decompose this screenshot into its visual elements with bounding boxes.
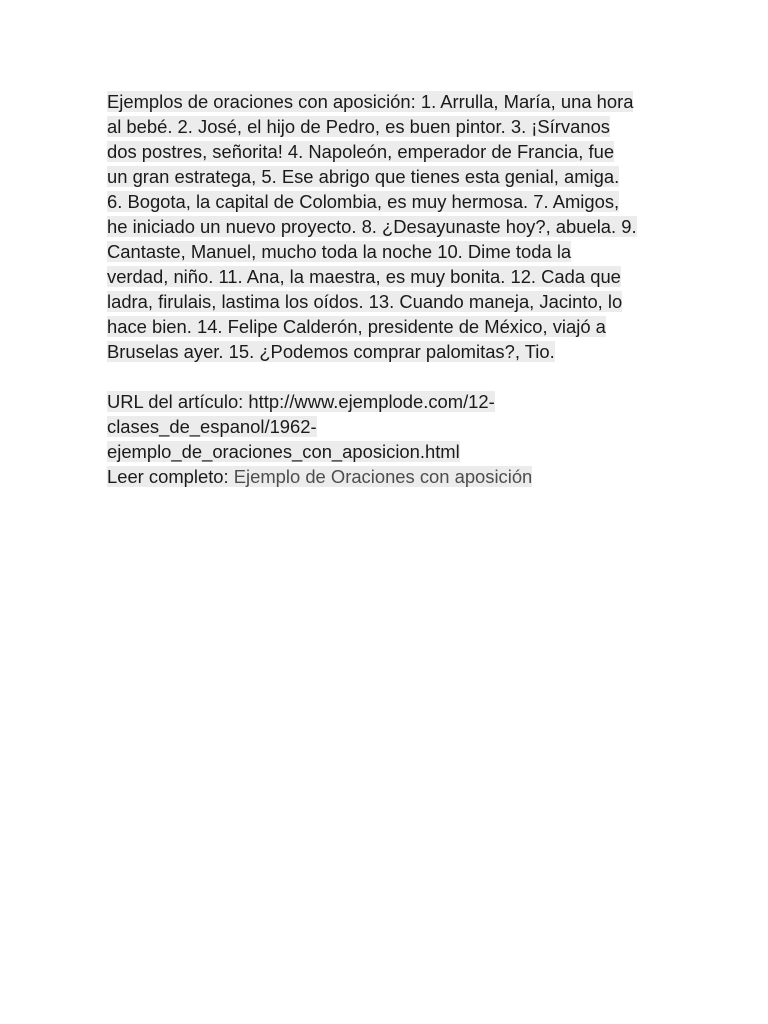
document-content bbox=[107, 89, 637, 489]
examples-paragraph bbox=[107, 89, 637, 364]
url-line-2[interactable]: clases_de_espanol/1962- bbox=[107, 416, 317, 437]
url-line-3[interactable]: ejemplo_de_oraciones_con_aposicion.html bbox=[107, 441, 460, 462]
url-line-1[interactable]: http://www.ejemplode.com/12- bbox=[248, 391, 495, 412]
read-more-label: Leer completo: bbox=[107, 466, 229, 487]
paragraph-gap bbox=[107, 364, 637, 389]
read-more-link[interactable]: Ejemplo de Oraciones con aposición bbox=[233, 466, 533, 487]
url-label: URL del artículo: bbox=[107, 391, 244, 412]
read-more-space bbox=[229, 466, 234, 487]
source-block bbox=[107, 389, 637, 489]
examples-text: Ejemplos de oraciones con aposición: 1. Arrulla, María, una hora al bebé. 2. José, el hijo de Pedro, es buen pintor. 3. ¡Sírvanos dos postres, señorita! 4. Napoleón, emperador de Francia, fue un gran estratega, 5. Ese abrigo que tienes esta genial, amiga. 6. Bogota, la capital de Colombia, es muy hermosa. 7. Amigos, he iniciado un nuevo proyecto. 8. ¿Desayunaste hoy?, abuela. 9. Cantaste, Manuel, mucho toda la noche 10. Dime toda la verdad, niño. 11. Ana, la maestra, es muy bonita. 12. Cada que ladra, firulais, lastima los oídos. 13. Cuando maneja, Jacinto, lo hace bien. 14. Felipe Calderón, presidente de México, viajó a Bruselas ayer. 15. ¿Podemos comprar palomitas?, Tio. bbox=[107, 91, 637, 362]
